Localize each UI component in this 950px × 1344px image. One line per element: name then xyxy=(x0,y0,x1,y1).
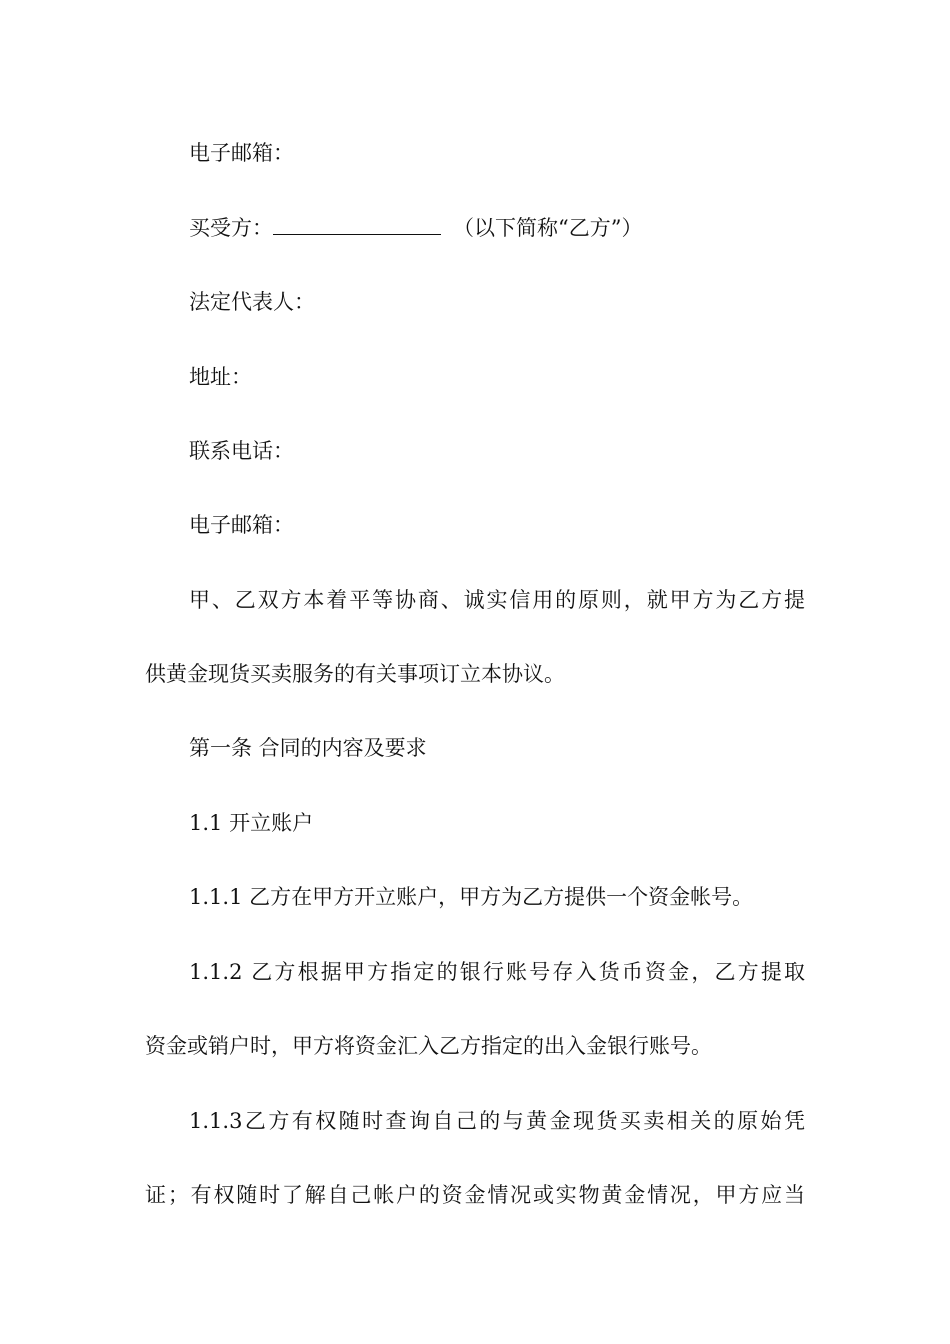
clause-1-1-3-line-1 xyxy=(145,1106,805,1136)
preamble-text-1: 甲、乙双方本着平等协商、诚实信用的原则，就甲方为乙方提 xyxy=(189,588,805,612)
legal-representative-label: 法定代表人： xyxy=(189,290,315,314)
clause-1-1-3-text-1: 1.1.3乙方有权随时查询自己的与黄金现货买卖相关的原始凭 xyxy=(189,1109,805,1133)
address-label: 地址： xyxy=(189,365,252,389)
buyer-label: 买受方： xyxy=(189,216,273,240)
buyer-alias-note: （以下简称“乙方”） xyxy=(453,216,643,240)
preamble-line-2: 供黄金现货买卖服务的有关事项订立本协议。 xyxy=(145,662,565,686)
buyer-name-blank xyxy=(273,216,441,235)
clause-1-1-1: 1.1.1 乙方在甲方开立账户，甲方为乙方提供一个资金帐号。 xyxy=(189,885,754,909)
phone-label: 联系电话： xyxy=(189,439,294,463)
preamble-line-1 xyxy=(145,585,805,615)
buyer-line xyxy=(189,213,642,243)
article-1-heading: 第一条 合同的内容及要求 xyxy=(189,736,427,760)
clause-1-1-2-text-1: 1.1.2 乙方根据甲方指定的银行账号存入货币资金，乙方提取 xyxy=(189,960,805,984)
clause-1-1-3-line-2 xyxy=(145,1180,805,1210)
email-label-2: 电子邮箱： xyxy=(189,513,294,537)
clause-1-1-2-line-1 xyxy=(145,957,805,987)
email-label-1: 电子邮箱： xyxy=(189,141,294,165)
section-1-1-heading: 1.1 开立账户 xyxy=(189,811,314,835)
clause-1-1-3-text-2: 证；有权随时了解自己帐户的资金情况或实物黄金情况，甲方应当 xyxy=(145,1183,805,1207)
clause-1-1-2-line-2: 资金或销户时，甲方将资金汇入乙方指定的出入金银行账号。 xyxy=(145,1034,712,1058)
